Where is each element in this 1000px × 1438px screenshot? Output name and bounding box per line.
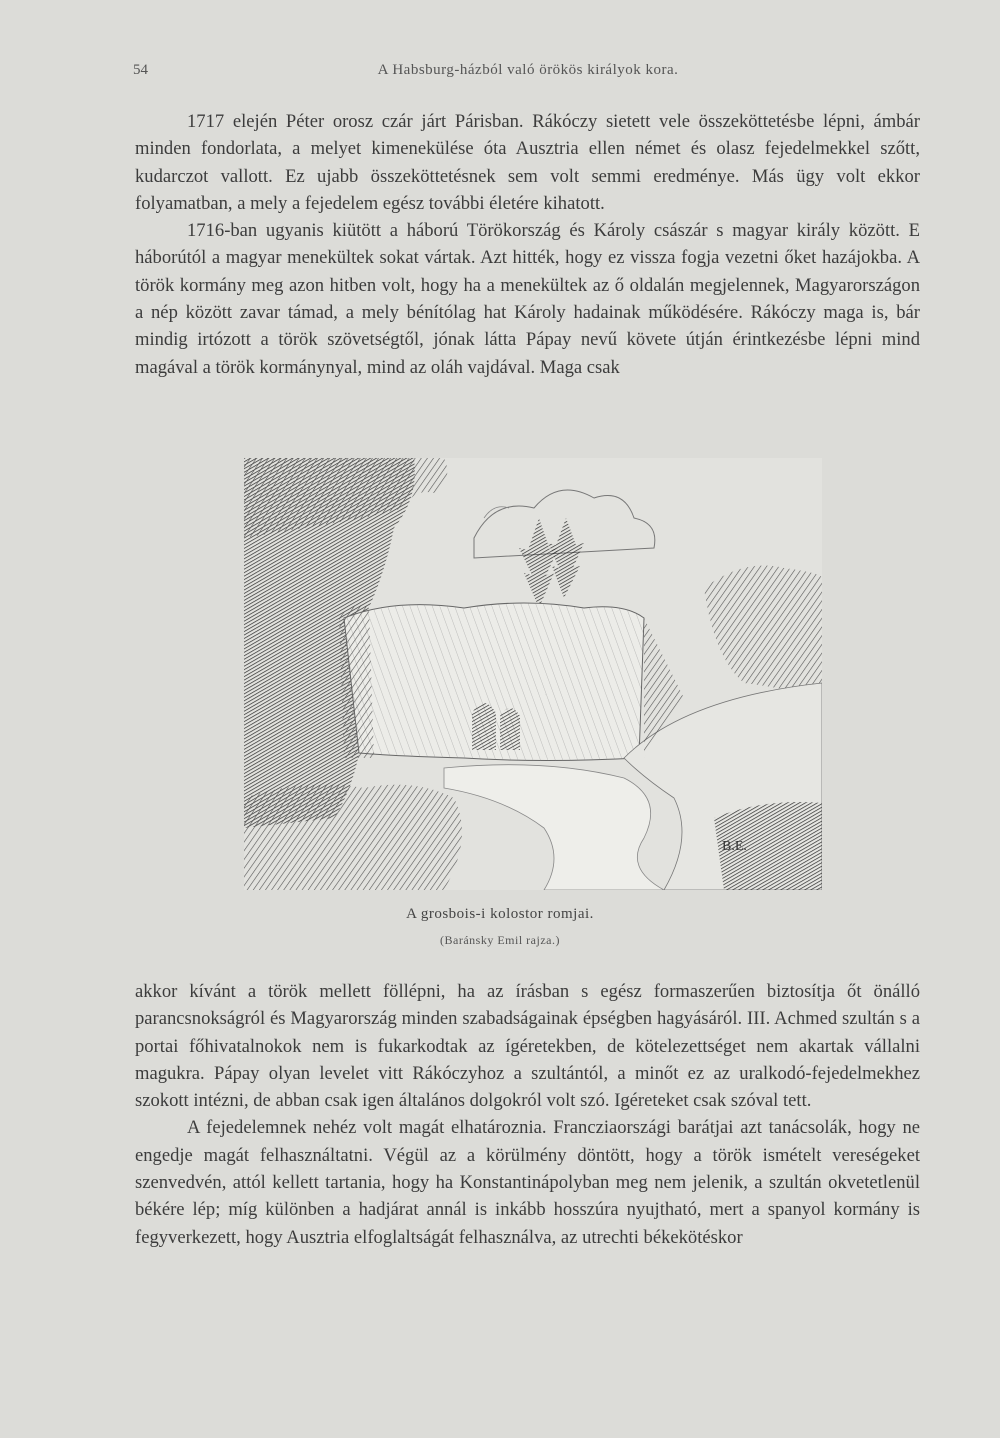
bottom-text-block — [135, 978, 920, 1251]
paragraph: 1717 elején Péter orosz czár járt Párisban. Rákóczy sietett vele összeköttetésbe lépni, ámbár minden fondorlata, a melyet kimenekülése óta Ausztria ellen német és olasz fejedelmekkel szőtt, kudarczot vallott. Ez ujabb összeköttetésnek sem volt semmi eredménye. Más ügy volt ekkor folyamatban, a mely a fejedelem egész további életére kihatott. — [135, 111, 920, 214]
artist-signature: B.E. — [722, 839, 747, 854]
illustration-ruins — [244, 458, 822, 890]
paragraph: A fejedelemnek nehéz volt magát elhatároznia. Francziaországi barátjai azt tanácsolák, hogy ne engedje magát felhasználtatni. Végül az a körülmény döntött, hogy a török ismételt vereségeket szenvedvén, attól kellett tartania, hogy ha Konstantinápolyban meg nem jelenik, a szultán okvetetlenül békére lép; míg különben a hadjárat annál is inkább hosszúra nyujtható, mert a spanyol kormány is fegyverkezett, hogy Ausztria elfoglaltságát felhasználva, az utrechti békekötéskor — [135, 1117, 920, 1248]
engraving-illustration — [244, 458, 822, 890]
running-title: A Habsburg-házból való örökös királyok kora. — [377, 62, 679, 78]
figure-credit: (Baránsky Emil rajza.) — [440, 933, 560, 947]
top-text-block — [135, 108, 920, 381]
figure-caption: A grosbois-i kolostor romjai. — [406, 906, 594, 922]
page-header — [133, 62, 923, 88]
paragraph: 1716-ban ugyanis kiütött a háború Törökország és Károly császár s magyar király között. E háborútól a magyar menekültek sokat vártak. Azt hitték, hogy ez vissza fogja vezetni őket hazájokba. A török kormány meg azon hitben volt, hogy ha a menekültek az ő oldalán megjelennek, Magyarországon a nép között zavar támad, a mely bénítólag hat Károly hadainak működésére. Rákóczy maga is, bár mindig irtózott a török szövetségtől, jónak látta Pápay nevű követe útján érintkezésbe lépni mind magával a török kormánynyal, mind az oláh vajdával. Maga csak — [135, 220, 920, 378]
page-number: 54 — [133, 62, 148, 78]
paragraph: akkor kívánt a török mellett föllépni, ha az írásban s egész formaszerűen biztosítja őt önálló parancsnokságról és Magyarország minden szabadságainak épségben hagyásáról. III. Achmed szultán s a portai főhivatalnokok nem is fukarkodtak az ígéretekben, de kötelezettséget nem akartak vállalni magukra. Pápay olyan levelet vitt Rákóczyhoz a szultántól, a minőt ez az uralkodó-fejedelmekhez szokott intézni, de abban csak igen általános dolgokról volt szó. Igéreteket csak szóval tett. — [135, 981, 920, 1112]
